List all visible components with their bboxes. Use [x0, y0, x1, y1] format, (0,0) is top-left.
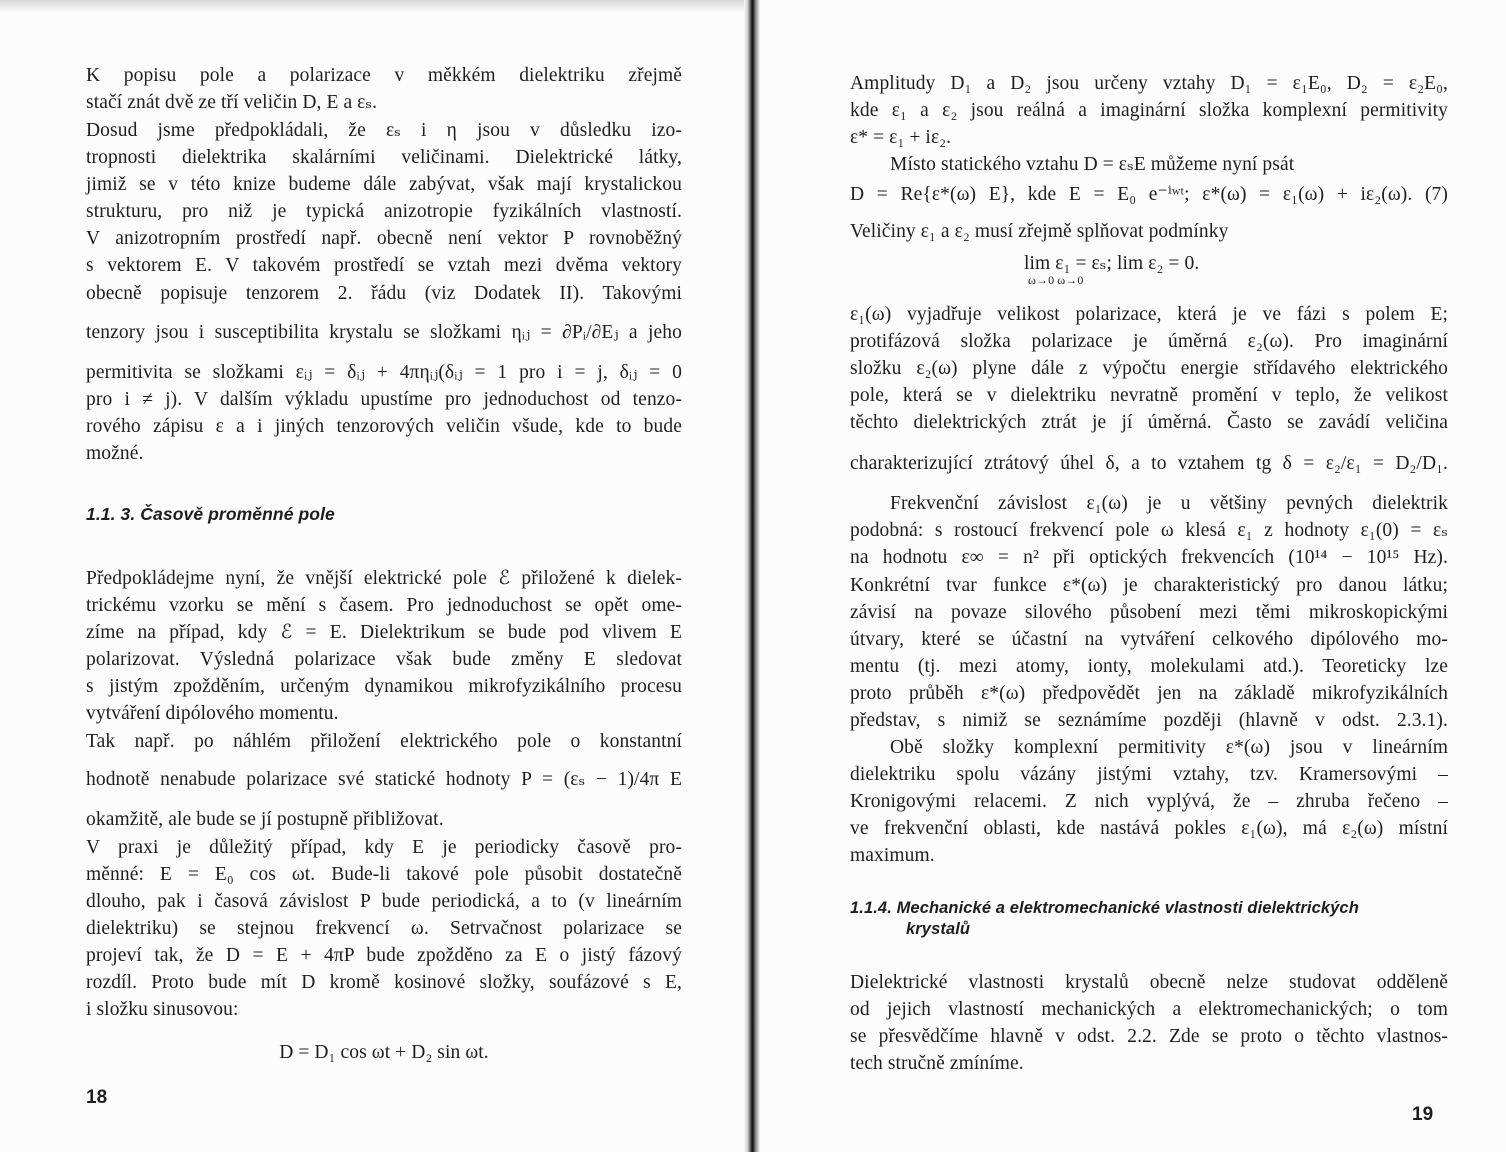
text-line: ve frekvenční oblasti, kde nastává pokles ε₁(ω), má ε₂(ω) místní [850, 818, 1448, 839]
text-line: permitivita se složkami εᵢⱼ = δᵢⱼ + 4πηᵢⱼ(δᵢⱼ = 1 pro i = j, δᵢⱼ = 0 [86, 362, 682, 383]
text-line: okamžitě, ale bude se jí postupně přibližovat. [86, 809, 444, 830]
text-line: projeví tak, že D = E + 4πP bude zpožděno za E o jistý fázový [86, 945, 682, 966]
text-line: strukturu, pro niž je typická anizotropie fyzikálních vlastností. [86, 201, 682, 222]
section-heading: 1.1.4. Mechanické a elektromechanické vlastnosti dielektrických [850, 899, 1359, 917]
section-heading-continued: krystalů [906, 920, 971, 938]
text-line: Dosud jsme předpokládali, že εₛ i η jsou v důsledku izo- [86, 120, 682, 141]
text-line: V anizotropním prostředí např. obecně není vektor P rovnoběžný [86, 228, 682, 249]
text-line: D = Re{ε*(ω) E}, kde E = E₀ e⁻ⁱʷᵗ; ε*(ω) = ε₁(ω) + iε₂(ω). (7) [850, 184, 1448, 205]
text-line: s vektorem E. V takovém prostředí se vztah mezi dvěma vektory [86, 255, 682, 276]
text-line: dielektriku) se stejnou frekvencí ω. Setrvačnost polarizace se [86, 918, 682, 939]
text-line: Amplitudy D₁ a D₂ jsou určeny vztahy D₁ = ε₁E₀, D₂ = ε₂E₀, [850, 73, 1448, 94]
text-line: možné. [86, 443, 144, 464]
text-line: trickému vzorku se mění s časem. Pro jednoduchost se opět ome- [86, 595, 682, 616]
text-line: charakterizující ztrátový úhel δ, a to vztahem tg δ = ε₂/ε₁ = D₂/D₁. [850, 453, 1448, 474]
text-line: Kronigovými relacemi. Z nich vyplývá, že – zhruba řečeno – [850, 791, 1448, 812]
text-line: ε* = ε₁ + iε₂. [850, 127, 952, 148]
page-number: 19 [1412, 1104, 1434, 1125]
page-number: 18 [86, 1087, 108, 1108]
text-line: podobná: s rostoucí frekvencí pole ω klesá ε₁ z hodnoty ε₁(0) = εₛ [850, 520, 1448, 541]
text-line: od jejich vlastností mechanických a elektromechanických; o tom [850, 999, 1448, 1020]
text-line: Veličiny ε₁ a ε₂ musí zřejmě splňovat podmínky [850, 221, 1229, 242]
text-line: obecně popisuje tenzorem 2. řádu (viz Dodatek II). Takovými [86, 283, 682, 304]
text-line: rového zápisu ε a i jiných tenzorových veličin všude, kde to bude [86, 416, 682, 437]
text-line: Místo statického vztahu D = εₛE můžeme nyní psát [890, 154, 1295, 175]
text-line: tech stručně zmíníme. [850, 1053, 1024, 1074]
text-line: mentu (tj. mezi atomy, ionty, molekulami atd.). Teoreticky lze [850, 656, 1448, 677]
text-line: vytváření dipólového momentu. [86, 703, 339, 724]
text-line: Frekvenční závislost ε₁(ω) je u většiny pevných dielektrik [890, 493, 1448, 514]
text-line: tropnosti dielektrika skalárními veličinami. Dielektrické látky, [86, 147, 682, 168]
display-equation: D = D₁ cos ωt + D₂ sin ωt. [279, 1042, 489, 1063]
text-line: dielektriku spolu vázány jistými vztahy, tzv. Kramersovými – [850, 764, 1448, 785]
text-line: závisí na povaze silového působení mezi těmi mikroskopickými [850, 602, 1448, 623]
text-line: na hodnotu ε∞ = n² při optických frekvencích (10¹⁴ − 10¹⁵ Hz). [850, 547, 1448, 568]
text-line: útvary, které se účastní na vytváření celkového dipólového mo- [850, 629, 1448, 650]
text-line: složku ε₂(ω) plyne dále z výpočtu energie střídavého elektrického [850, 358, 1448, 379]
text-line: Předpokládejme nyní, že vnější elektrické pole ℰ přiložené k dielek- [86, 568, 682, 589]
text-line: polarizovat. Výsledná polarizace však bude změny E sledovat [86, 649, 682, 670]
text-line: protifázová složka polarizace je úměrná ε₂(ω). Pro imaginární [850, 331, 1448, 352]
text-line: jimiž se v této knize budeme dále zabývat, však mají krystalickou [86, 174, 682, 195]
text-line: rozdíl. Proto bude mít D kromě kosinové složky, soufázové s E, [86, 972, 682, 993]
text-line: hodnotě nenabude polarizace své statické hodnoty P = (εₛ − 1)/4π E [86, 769, 682, 790]
section-heading: 1.1. 3. Časově proměnné pole [86, 504, 335, 524]
text-line: stačí znát dvě ze tří veličin D, E a εₛ. [86, 92, 378, 113]
left-page [0, 0, 748, 1152]
text-line: zíme na případ, kdy ℰ = E. Dielektrikum se bude pod vlivem E [86, 622, 682, 643]
text-line: Dielektrické vlastnosti krystalů obecně nelze studovat odděleně [850, 972, 1448, 993]
text-line: maximum. [850, 845, 935, 866]
text-line: Tak např. po náhlém přiložení elektrického pole o konstantní [86, 731, 682, 752]
text-line: se přesvědčíme hlavně v odst. 2.2. Zde se proto o těchto vlastnos- [850, 1026, 1448, 1047]
text-line: Konkrétní tvar funkce ε*(ω) je charakteristický pro danou látku; [850, 575, 1448, 596]
text-line: s jistým zpožděním, určeným dynamikou mikrofyzikálního procesu [86, 676, 682, 697]
text-line: kde ε₁ a ε₂ jsou reálná a imaginární složka komplexní permitivity [850, 100, 1448, 121]
text-line: pole, která se v dielektriku nevratně promění v teplo, že velikost [850, 385, 1448, 406]
text-line: Obě složky komplexní permitivity ε*(ω) jsou v lineárním [890, 737, 1448, 758]
text-line: dlouho, pak i časová závislost P bude periodická, a to (v lineárním [86, 891, 682, 912]
text-line: i složku sinusovou: [86, 999, 239, 1020]
text-line: V praxi je důležitý případ, kdy E je periodicky časově pro- [86, 837, 682, 858]
text-line: tenzory jsou i susceptibilita krystalu se složkami ηᵢⱼ = ∂Pᵢ/∂Eⱼ a jeho [86, 322, 682, 343]
text-line: těchto dielektrických ztrát je jí úměrná. Často se zavádí veličina [850, 412, 1448, 433]
text-line: ω→0 ω→0 [1028, 273, 1084, 287]
text-line: proto průběh ε*(ω) předpovědět jen na základě mikrofyzikálních [850, 683, 1448, 704]
right-page [760, 0, 1506, 1152]
text-line: měnné: E = E₀ cos ωt. Bude-li takové pole působit dostatečně [86, 864, 682, 885]
text-line: představ, s nimiž se seznámíme později (hlavně v odst. 2.3.1). [850, 710, 1448, 731]
text-line: K popisu pole a polarizace v měkkém dielektriku zřejmě [86, 65, 682, 86]
text-line: ε₁(ω) vyjadřuje velikost polarizace, která je ve fázi s polem E; [850, 304, 1448, 325]
text-line: pro i ≠ j). V dalším výkladu upustíme pro jednoduchost od tenzo- [86, 389, 682, 410]
text-line: lim ε₁ = εₛ; lim ε₂ = 0. [1024, 253, 1200, 274]
